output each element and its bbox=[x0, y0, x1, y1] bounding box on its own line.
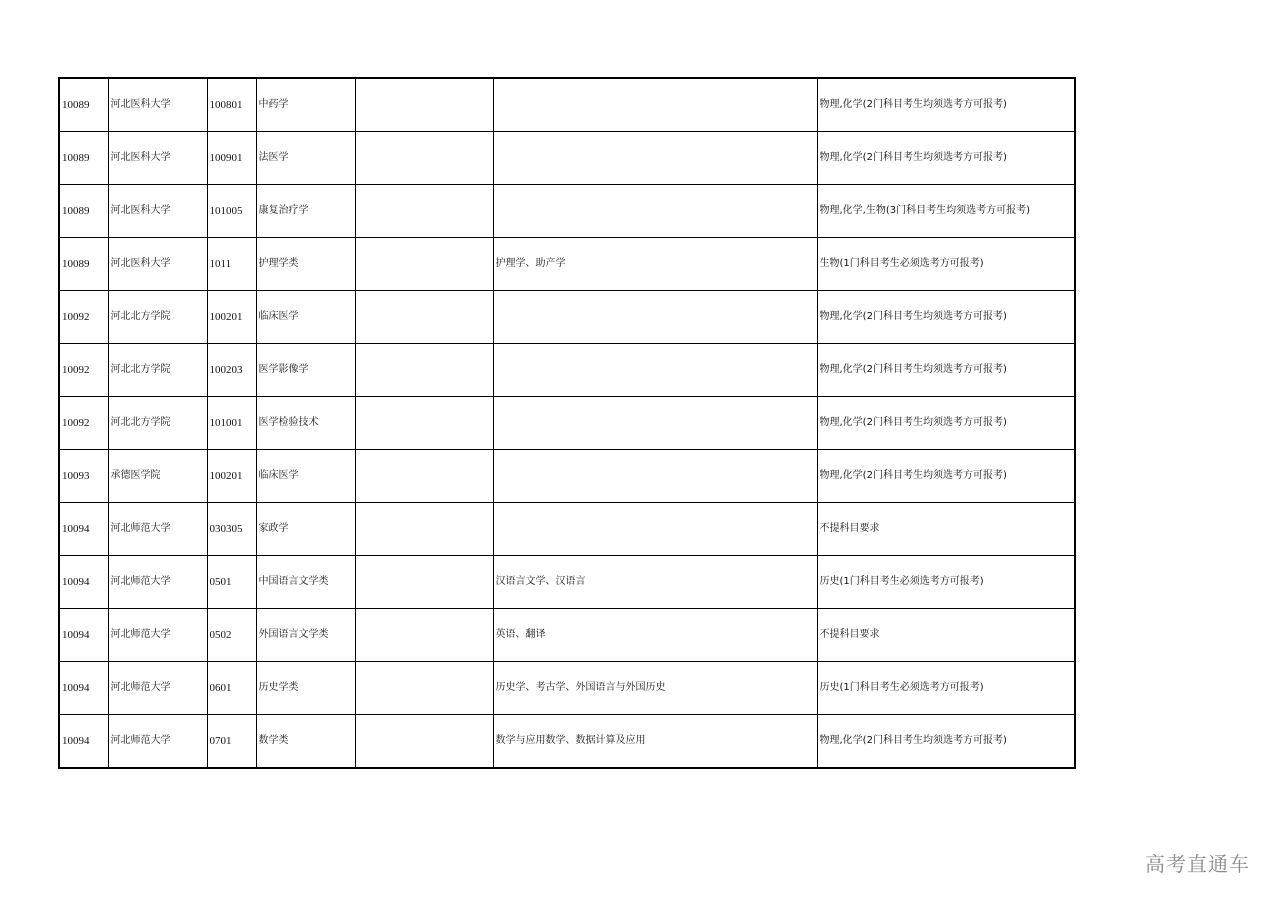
subject-requirement-cell: 历史(1门科目考生必须选考方可报考) bbox=[817, 662, 1075, 715]
note-cell bbox=[355, 185, 493, 238]
school-name-cell: 河北医科大学 bbox=[108, 78, 207, 132]
major-name-cell: 护理学类 bbox=[256, 238, 355, 291]
school-name-cell: 河北师范大学 bbox=[108, 609, 207, 662]
school-name-cell: 河北医科大学 bbox=[108, 185, 207, 238]
table-row bbox=[59, 238, 1075, 291]
major-name-cell: 临床医学 bbox=[256, 450, 355, 503]
major-code-cell: 101001 bbox=[207, 397, 256, 450]
major-name-cell: 中国语言文学类 bbox=[256, 556, 355, 609]
major-code-cell: 100203 bbox=[207, 344, 256, 397]
subject-requirement-cell: 物理,化学(2门科目考生均须选考方可报考) bbox=[817, 291, 1075, 344]
major-code-cell: 1011 bbox=[207, 238, 256, 291]
school-name-cell: 河北师范大学 bbox=[108, 556, 207, 609]
note-cell bbox=[355, 609, 493, 662]
included-majors-cell: 护理学、助产学 bbox=[493, 238, 817, 291]
school-name-cell: 河北师范大学 bbox=[108, 715, 207, 769]
table-body bbox=[59, 78, 1075, 768]
major-code-cell: 100201 bbox=[207, 291, 256, 344]
school-code-cell: 10094 bbox=[59, 715, 108, 769]
subject-requirement-cell: 物理,化学(2门科目考生均须选考方可报考) bbox=[817, 132, 1075, 185]
major-code-cell: 101005 bbox=[207, 185, 256, 238]
note-cell bbox=[355, 662, 493, 715]
included-majors-cell bbox=[493, 291, 817, 344]
school-name-cell: 河北师范大学 bbox=[108, 503, 207, 556]
major-name-cell: 医学检验技术 bbox=[256, 397, 355, 450]
school-code-cell: 10094 bbox=[59, 609, 108, 662]
major-code-cell: 0501 bbox=[207, 556, 256, 609]
included-majors-cell: 数学与应用数学、数据计算及应用 bbox=[493, 715, 817, 769]
major-code-cell: 100901 bbox=[207, 132, 256, 185]
table-row bbox=[59, 132, 1075, 185]
subject-requirement-cell: 物理,化学(2门科目考生均须选考方可报考) bbox=[817, 397, 1075, 450]
subject-requirement-cell: 不提科目要求 bbox=[817, 609, 1075, 662]
subject-requirement-cell: 物理,化学(2门科目考生均须选考方可报考) bbox=[817, 450, 1075, 503]
subject-requirement-cell: 物理,化学(2门科目考生均须选考方可报考) bbox=[817, 78, 1075, 132]
note-cell bbox=[355, 503, 493, 556]
school-code-cell: 10089 bbox=[59, 185, 108, 238]
major-name-cell: 中药学 bbox=[256, 78, 355, 132]
included-majors-cell bbox=[493, 78, 817, 132]
table-row bbox=[59, 78, 1075, 132]
included-majors-cell bbox=[493, 185, 817, 238]
school-name-cell: 河北北方学院 bbox=[108, 344, 207, 397]
subject-requirement-cell: 物理,化学,生物(3门科目考生均须选考方可报考) bbox=[817, 185, 1075, 238]
major-name-cell: 康复治疗学 bbox=[256, 185, 355, 238]
major-name-cell: 医学影像学 bbox=[256, 344, 355, 397]
major-name-cell: 家政学 bbox=[256, 503, 355, 556]
table-row bbox=[59, 662, 1075, 715]
school-name-cell: 承德医学院 bbox=[108, 450, 207, 503]
school-code-cell: 10089 bbox=[59, 132, 108, 185]
note-cell bbox=[355, 132, 493, 185]
major-code-cell: 100201 bbox=[207, 450, 256, 503]
subject-requirement-cell: 物理,化学(2门科目考生均须选考方可报考) bbox=[817, 715, 1075, 769]
watermark-text: 高考直通车 bbox=[1145, 852, 1250, 876]
subject-requirement-cell: 历史(1门科目考生必须选考方可报考) bbox=[817, 556, 1075, 609]
school-name-cell: 河北北方学院 bbox=[108, 291, 207, 344]
table-row bbox=[59, 397, 1075, 450]
school-code-cell: 10092 bbox=[59, 344, 108, 397]
school-name-cell: 河北医科大学 bbox=[108, 132, 207, 185]
major-code-cell: 0502 bbox=[207, 609, 256, 662]
major-code-cell: 100801 bbox=[207, 78, 256, 132]
school-name-cell: 河北师范大学 bbox=[108, 662, 207, 715]
major-name-cell: 法医学 bbox=[256, 132, 355, 185]
table-row bbox=[59, 503, 1075, 556]
included-majors-cell: 英语、翻译 bbox=[493, 609, 817, 662]
major-name-cell: 外国语言文学类 bbox=[256, 609, 355, 662]
major-name-cell: 数学类 bbox=[256, 715, 355, 769]
table-row bbox=[59, 344, 1075, 397]
requirements-table bbox=[58, 77, 1076, 769]
note-cell bbox=[355, 291, 493, 344]
note-cell bbox=[355, 556, 493, 609]
included-majors-cell bbox=[493, 450, 817, 503]
subject-requirement-cell: 不提科目要求 bbox=[817, 503, 1075, 556]
school-code-cell: 10093 bbox=[59, 450, 108, 503]
table-row bbox=[59, 450, 1075, 503]
included-majors-cell: 历史学、考古学、外国语言与外国历史 bbox=[493, 662, 817, 715]
major-name-cell: 历史学类 bbox=[256, 662, 355, 715]
included-majors-cell bbox=[493, 503, 817, 556]
table-row bbox=[59, 291, 1075, 344]
included-majors-cell: 汉语言文学、汉语言 bbox=[493, 556, 817, 609]
note-cell bbox=[355, 238, 493, 291]
school-code-cell: 10094 bbox=[59, 556, 108, 609]
note-cell bbox=[355, 450, 493, 503]
note-cell bbox=[355, 715, 493, 769]
subject-requirement-cell: 物理,化学(2门科目考生均须选考方可报考) bbox=[817, 344, 1075, 397]
school-code-cell: 10094 bbox=[59, 662, 108, 715]
included-majors-cell bbox=[493, 397, 817, 450]
school-code-cell: 10089 bbox=[59, 238, 108, 291]
table-row bbox=[59, 185, 1075, 238]
major-code-cell: 0701 bbox=[207, 715, 256, 769]
table-row bbox=[59, 556, 1075, 609]
included-majors-cell bbox=[493, 132, 817, 185]
school-code-cell: 10089 bbox=[59, 78, 108, 132]
included-majors-cell bbox=[493, 344, 817, 397]
major-name-cell: 临床医学 bbox=[256, 291, 355, 344]
note-cell bbox=[355, 397, 493, 450]
school-name-cell: 河北医科大学 bbox=[108, 238, 207, 291]
school-code-cell: 10092 bbox=[59, 397, 108, 450]
major-code-cell: 030305 bbox=[207, 503, 256, 556]
major-code-cell: 0601 bbox=[207, 662, 256, 715]
table-row bbox=[59, 609, 1075, 662]
subject-requirement-cell: 生物(1门科目考生必须选考方可报考) bbox=[817, 238, 1075, 291]
school-code-cell: 10094 bbox=[59, 503, 108, 556]
school-name-cell: 河北北方学院 bbox=[108, 397, 207, 450]
school-code-cell: 10092 bbox=[59, 291, 108, 344]
table-row bbox=[59, 715, 1075, 769]
note-cell bbox=[355, 344, 493, 397]
note-cell bbox=[355, 78, 493, 132]
